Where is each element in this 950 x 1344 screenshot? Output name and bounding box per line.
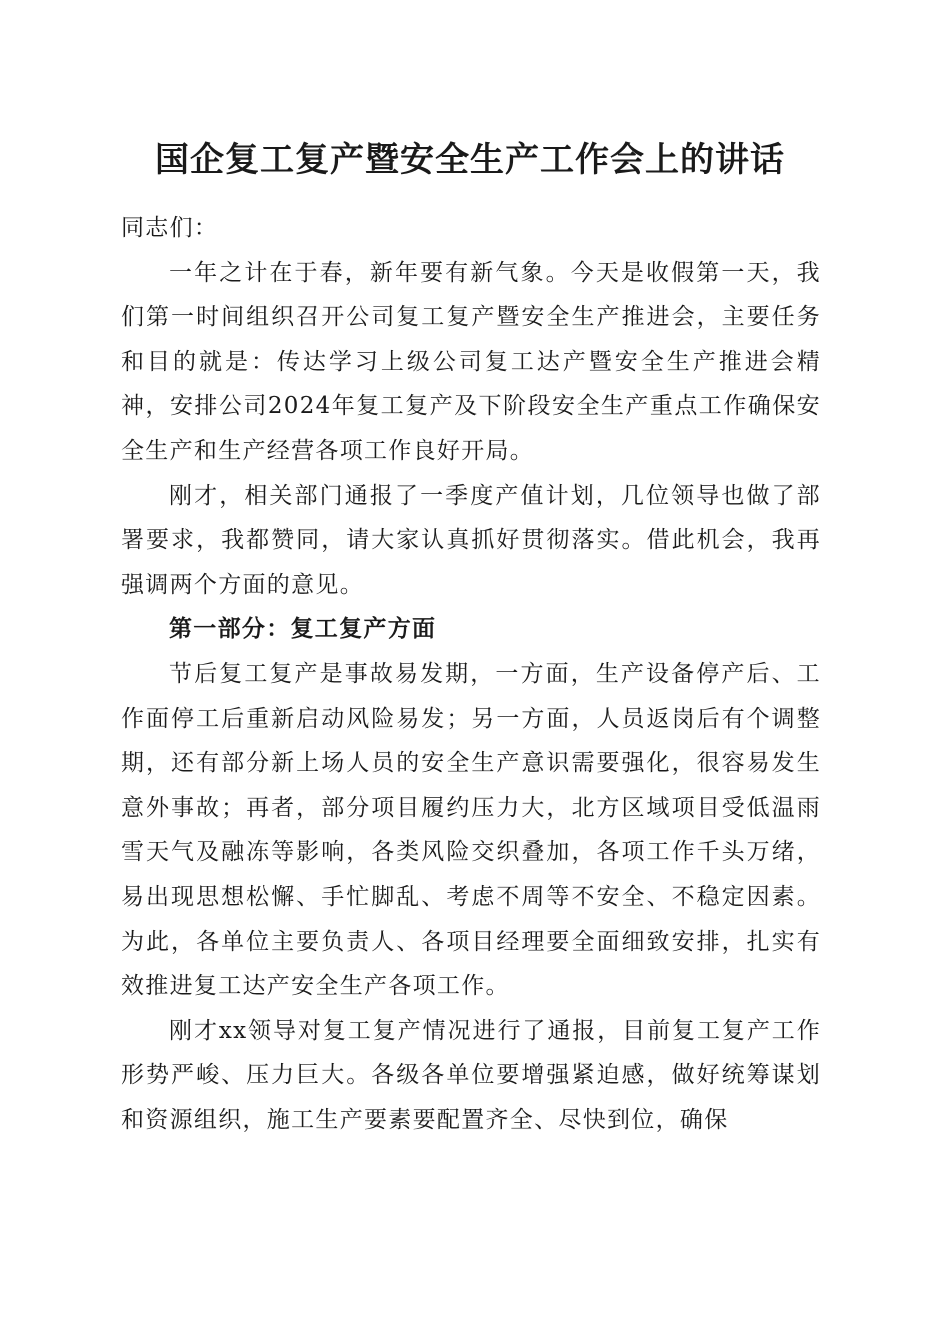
section-heading: 第一部分：复工复产方面 <box>169 615 437 643</box>
paragraph-intro: 一年之计在于春，新年要有新气象。今天是收假第一天，我们第一时间组织召开公司复工复产暨安全生产推进会，主要任务和目的就是：传达学习上级公司复工达产暨安全生产推进会精神，安排公司2024年复工复产及下阶段安全生产重点工作确保安全生产和生产经营各项工作良好开局。 <box>121 259 821 464</box>
paragraph-risk: 节后复工复产是事故易发期，一方面，生产设备停产后、工作面停工后重新启动风险易发；另一方面，人员返岗后有个调整期，还有部分新上场人员的安全生产意识需要强化，很容易发生意外事故；再者，部分项目履约压力大，北方区域项目受低温雨雪天气及融冻等影响，各类风险交织叠加，各项工作千头万绪，易出现思想松懈、手忙脚乱、考虑不周等不安全、不稳定因素。为此，各单位主要负责人、各项目经理要全面细致安排，扎实有效推进复工达产安全生产各项工作。 <box>121 660 821 1000</box>
paragraph-situation: 刚才xx领导对复工复产情况进行了通报，目前复工复产工作形势严峻、压力巨大。各级各单位要增强紧迫感，做好统筹谋划和资源组织，施工生产要素要配置齐全、尽快到位，确保 <box>121 1017 821 1133</box>
paragraph-summary: 刚才，相关部门通报了一季度产值计划，几位领导也做了部署要求，我都赞同，请大家认真抓好贯彻落实。借此机会，我再强调两个方面的意见。 <box>121 482 821 598</box>
document-body <box>121 206 821 1142</box>
document-title: 国企复工复产暨安全生产工作会上的讲话 <box>155 140 785 180</box>
salutation: 同志们： <box>121 215 219 241</box>
